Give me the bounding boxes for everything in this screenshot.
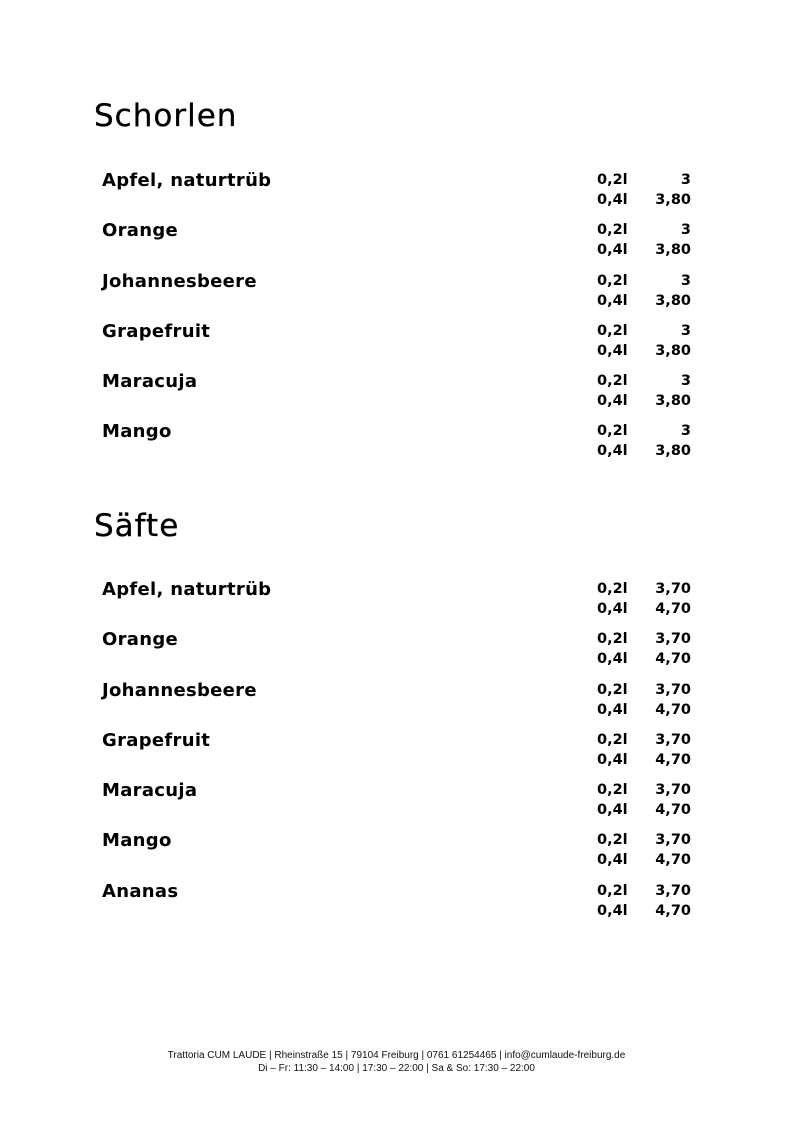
size-price-row xyxy=(0,190,793,210)
volume-label: 0,2l xyxy=(597,782,628,799)
volume-label: 0,2l xyxy=(597,222,628,239)
volume-label: 0,2l xyxy=(597,882,628,899)
price-label: 3 xyxy=(680,272,691,289)
size-price-row xyxy=(0,240,793,260)
price-label: 4,70 xyxy=(655,651,691,668)
price-label: 3 xyxy=(680,322,691,339)
price-label: 3,70 xyxy=(655,782,691,799)
menu-item-name: Maracuja xyxy=(102,371,198,393)
menu-item xyxy=(0,680,793,730)
section-title-saefte: Säfte xyxy=(94,508,180,544)
volume-label: 0,4l xyxy=(597,292,628,309)
volume-label: 0,2l xyxy=(597,832,628,849)
menu-item-name: Mango xyxy=(102,421,172,443)
volume-label: 0,4l xyxy=(597,601,628,617)
volume-label: 0,2l xyxy=(597,631,628,648)
size-price-row xyxy=(0,421,793,441)
price-label: 4,70 xyxy=(655,802,691,819)
price-label: 3 xyxy=(680,373,691,390)
price-label: 4,70 xyxy=(655,751,691,768)
menu-list-schorlen xyxy=(0,170,793,472)
menu-item-name: Ananas xyxy=(102,880,179,902)
price-label: 3 xyxy=(680,423,691,440)
size-price-row xyxy=(0,291,793,311)
menu-item-name: Apfel, naturtrüb xyxy=(102,170,272,191)
menu-item xyxy=(0,220,793,270)
menu-item xyxy=(0,881,793,931)
size-price-row xyxy=(0,850,793,870)
price-label: 4,70 xyxy=(655,902,691,919)
menu-item xyxy=(0,170,793,220)
size-price-row xyxy=(0,391,793,411)
price-label: 3,80 xyxy=(655,242,691,259)
price-label: 3,80 xyxy=(655,192,691,208)
price-label: 3,70 xyxy=(655,832,691,849)
menu-item-name: Johannesbeere xyxy=(102,270,257,292)
price-label: 3,80 xyxy=(655,443,691,460)
volume-label: 0,4l xyxy=(597,651,628,668)
size-price-row xyxy=(0,800,793,820)
menu-item xyxy=(0,730,793,780)
volume-label: 0,4l xyxy=(597,802,628,819)
size-price-row xyxy=(0,730,793,750)
price-label: 3,70 xyxy=(655,631,691,648)
volume-label: 0,4l xyxy=(597,192,628,208)
price-label: 3,70 xyxy=(655,731,691,748)
menu-item-name: Orange xyxy=(102,220,179,242)
price-label: 3,70 xyxy=(655,882,691,899)
size-price-row xyxy=(0,649,793,669)
volume-label: 0,2l xyxy=(597,581,628,597)
volume-label: 0,2l xyxy=(597,731,628,748)
section-title-schorlen: Schorlen xyxy=(94,98,238,134)
menu-item xyxy=(0,830,793,880)
price-label: 3 xyxy=(680,172,691,188)
size-price-row xyxy=(0,579,793,599)
volume-label: 0,4l xyxy=(597,242,628,259)
price-label: 4,70 xyxy=(655,701,691,718)
price-label: 3,80 xyxy=(655,342,691,359)
menu-item-name: Mango xyxy=(102,830,172,852)
price-label: 4,70 xyxy=(655,852,691,869)
volume-label: 0,4l xyxy=(597,701,628,718)
size-price-row xyxy=(0,750,793,770)
size-price-row xyxy=(0,599,793,619)
size-price-row xyxy=(0,700,793,720)
size-price-row xyxy=(0,830,793,850)
price-label: 3,80 xyxy=(655,393,691,410)
menu-item xyxy=(0,371,793,421)
volume-label: 0,4l xyxy=(597,443,628,460)
price-label: 3 xyxy=(680,222,691,239)
price-label: 3,80 xyxy=(655,292,691,309)
size-price-row xyxy=(0,341,793,361)
size-price-row xyxy=(0,901,793,921)
volume-label: 0,4l xyxy=(597,751,628,768)
menu-item xyxy=(0,421,793,471)
menu-item-name: Grapefruit xyxy=(102,320,211,342)
footer-hours-line: Di – Fr: 11:30 – 14:00 | 17:30 – 22:00 | Sa & So: 17:30 – 22:00 xyxy=(258,1063,535,1074)
menu-item xyxy=(0,579,793,629)
price-label: 3,70 xyxy=(655,681,691,698)
menu-item xyxy=(0,321,793,371)
menu-item-name: Grapefruit xyxy=(102,729,211,751)
menu-item-name: Apfel, naturtrüb xyxy=(102,579,272,600)
volume-label: 0,4l xyxy=(597,902,628,919)
size-price-row xyxy=(0,321,793,341)
size-price-row xyxy=(0,170,793,190)
size-price-row xyxy=(0,371,793,391)
size-price-row xyxy=(0,680,793,700)
menu-item-name: Maracuja xyxy=(102,780,198,802)
volume-label: 0,4l xyxy=(597,342,628,359)
size-price-row xyxy=(0,881,793,901)
menu-item xyxy=(0,780,793,830)
price-label: 3,70 xyxy=(655,581,691,597)
size-price-row xyxy=(0,271,793,291)
menu-list-saefte xyxy=(0,579,793,931)
volume-label: 0,2l xyxy=(597,322,628,339)
menu-item xyxy=(0,629,793,679)
size-price-row xyxy=(0,441,793,461)
volume-label: 0,4l xyxy=(597,852,628,869)
volume-label: 0,2l xyxy=(597,681,628,698)
menu-item-name: Johannesbeere xyxy=(102,679,257,701)
volume-label: 0,4l xyxy=(597,393,628,410)
size-price-row xyxy=(0,220,793,240)
size-price-row xyxy=(0,629,793,649)
menu-item xyxy=(0,271,793,321)
footer-contact-line: Trattoria CUM LAUDE | Rheinstraße 15 | 79104 Freiburg | 0761 61254465 | info@cumlaude-freiburg.de xyxy=(167,1050,626,1061)
volume-label: 0,2l xyxy=(597,172,628,188)
footer xyxy=(0,1049,793,1075)
price-label: 4,70 xyxy=(655,601,691,617)
volume-label: 0,2l xyxy=(597,373,628,390)
volume-label: 0,2l xyxy=(597,272,628,289)
menu-item-name: Orange xyxy=(102,629,179,651)
volume-label: 0,2l xyxy=(597,423,628,440)
size-price-row xyxy=(0,780,793,800)
